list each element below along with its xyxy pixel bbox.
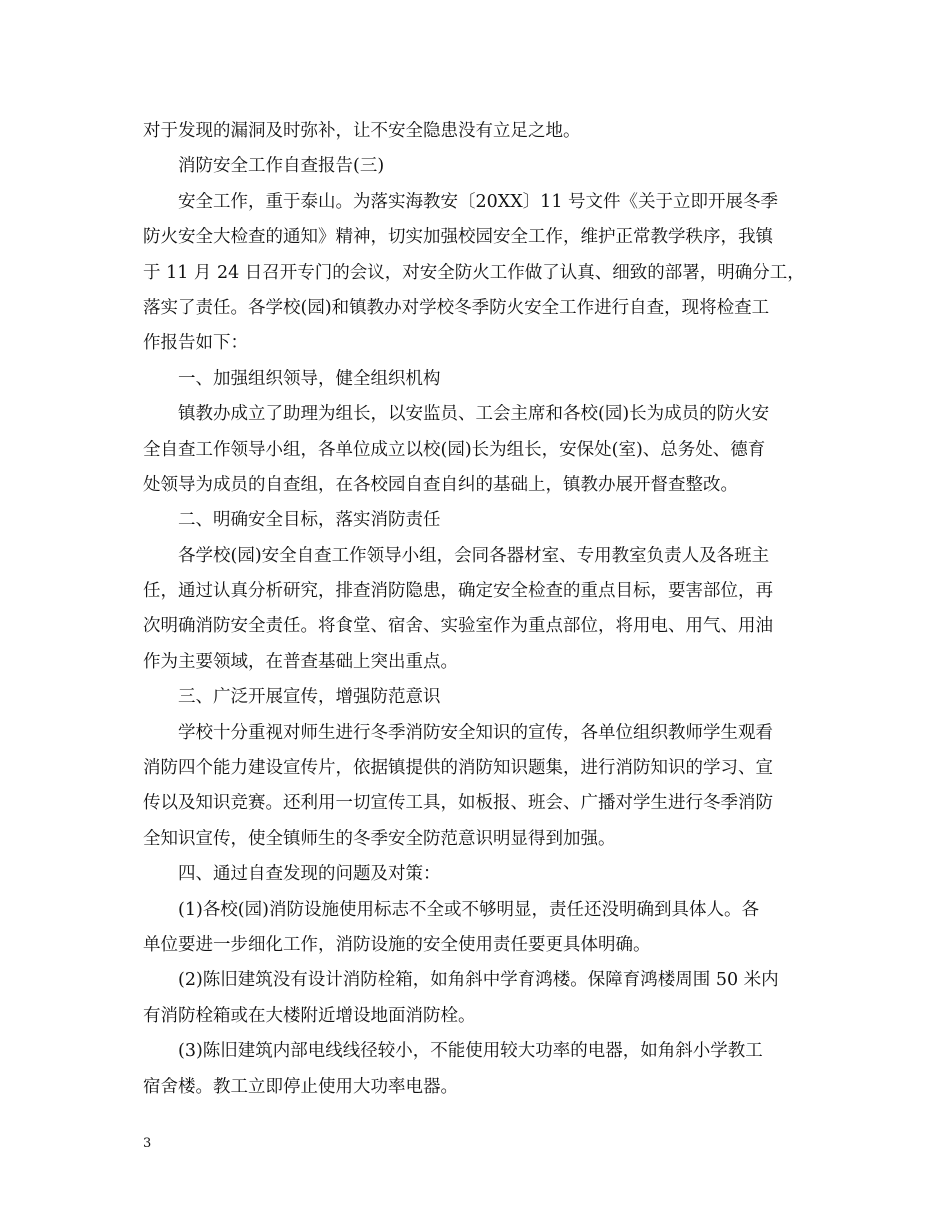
paragraph-line-1: 对于发现的漏洞及时弥补，让不安全隐患没有立足之地。 xyxy=(143,121,581,141)
paragraph-line-16: 作为主要领域，在普查基础上突出重点。 xyxy=(143,651,458,672)
paragraph-line-21: 全知识宣传，使全镇师生的冬季安全防范意识明显得到加强。 xyxy=(143,828,616,849)
paragraph-line-6: 落实了责任。各学校(园)和镇教办对学校冬季防火安全工作进行自查，现将检查工 xyxy=(143,297,770,318)
list-item-1-line-2: 单位要进一步细化工作，消防设施的安全使用责任要更具体明确。 xyxy=(143,934,651,955)
document-body xyxy=(143,114,815,1105)
page-number: 3 xyxy=(143,1136,152,1151)
list-item-1-line-1: (1)各校(园)消防设施使用标志不全或不够明显，责任还没明确到具体人。各 xyxy=(178,899,759,920)
paragraph-line-14: 任，通过认真分析研究，排查消防隐患，确定安全检查的重点目标，要害部位，再 xyxy=(143,581,773,602)
paragraph-line-19: 消防四个能力建设宣传片，依据镇提供的消防知识题集，进行消防知识的学习、宣 xyxy=(143,758,773,779)
heading-three: 三、广泛开展宣传，增强防范意识 xyxy=(178,687,441,708)
paragraph-line-20: 传以及知识竞赛。还利用一切宣传工具，如板报、班会、广播对学生进行冬季消防 xyxy=(143,793,773,814)
paragraph-line-7: 作报告如下： xyxy=(143,333,248,354)
list-item-3-line-1: (3)陈旧建筑内部电线线径较小，不能使用较大功率的电器，如角斜小学教工 xyxy=(178,1041,763,1062)
paragraph-line-11: 处领导为成员的自查组，在各校园自查自纠的基础上，镇教办展开督查整改。 xyxy=(143,474,738,495)
heading-one: 一、加强组织领导，健全组织机构 xyxy=(178,368,441,389)
list-item-2-line-2: 有消防栓箱或在大楼附近增设地面消防栓。 xyxy=(143,1005,476,1026)
section-title: 消防安全工作自查报告(三) xyxy=(178,156,385,177)
paragraph-line-13: 各学校(园)安全自查工作领导小组，会同各器材室、专用教室负责人及各班主 xyxy=(178,545,770,566)
paragraph-line-4: 防火安全大检查的通知》精神，切实加强校园安全工作，维护正常教学秩序，我镇 xyxy=(143,227,773,248)
heading-four: 四、通过自查发现的问题及对策： xyxy=(178,864,441,885)
paragraph-line-15: 次明确消防安全责任。将食堂、宿舍、实验室作为重点部位，将用电、用气、用油 xyxy=(143,616,773,637)
list-item-2-line-1: (2)陈旧建筑没有设计消防栓箱，如角斜中学育鸿楼。保障育鸿楼周围 50 米内 xyxy=(178,970,779,991)
paragraph-line-5: 于 11 月 24 日召开专门的会议，对安全防火工作做了认真、细致的部署，明确分工， xyxy=(143,262,805,283)
paragraph-line-9: 镇教办成立了助理为组长，以安监员、工会主席和各校(园)长为成员的防火安 xyxy=(178,404,770,425)
list-item-3-line-2: 宿舍楼。教工立即停止使用大功率电器。 xyxy=(143,1076,458,1097)
paragraph-line-18: 学校十分重视对师生进行冬季消防安全知识的宣传，各单位组织教师学生观看 xyxy=(178,722,773,743)
paragraph-line-10: 全自查工作领导小组，各单位成立以校(园)长为组长，安保处(室)、总务处、德育 xyxy=(143,439,766,460)
paragraph-line-3: 安全工作，重于泰山。为落实海教安〔20XX〕11 号文件《关于立即开展冬季 xyxy=(178,191,779,212)
heading-two: 二、明确安全目标，落实消防责任 xyxy=(178,510,441,531)
